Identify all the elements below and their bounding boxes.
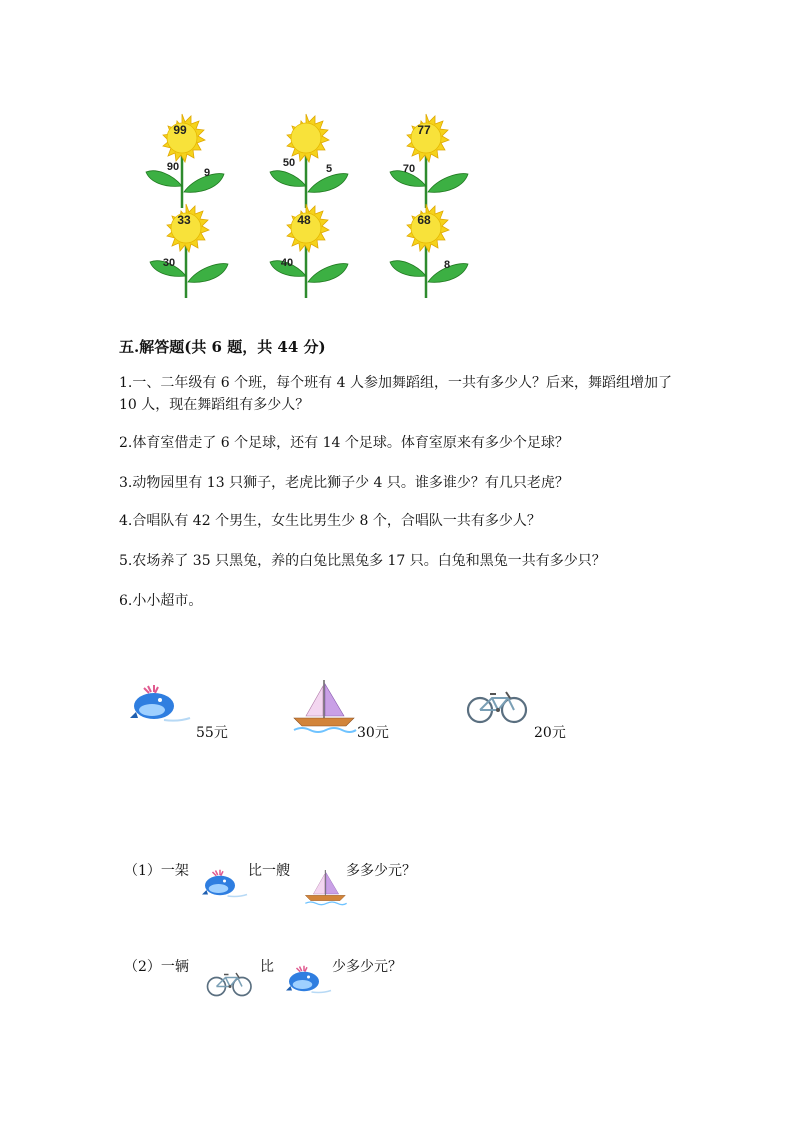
flower-left-leaf-number: 40 xyxy=(280,257,294,269)
flower-3 xyxy=(386,110,486,210)
flower-right-leaf-number: 5 xyxy=(325,163,333,175)
flower-5 xyxy=(266,200,366,300)
flower-left-leaf-number: 50 xyxy=(282,157,296,169)
subq1-sailboat xyxy=(304,868,348,912)
flower-center-number: 48 xyxy=(297,213,311,227)
flower-left-leaf-number: 90 xyxy=(166,161,180,173)
question-5: 5.农场养了 35 只黑兔，养的白兔比黑兔多 17 只。白兔和黑兔一共有多少只？ xyxy=(119,553,606,569)
shop-item-bicycle xyxy=(466,688,530,732)
subq2-whale xyxy=(286,962,334,1008)
question-1: 1.一、二年级有 6 个班，每个班有 4 人参加舞蹈组，一共有多少人？后来，舞蹈组增加了 10 人，现在舞蹈组有多少人？ xyxy=(119,375,672,413)
bicycle-icon xyxy=(466,688,530,728)
subq1-part2: 比一艘 xyxy=(248,863,290,879)
subq1-whale xyxy=(202,866,250,912)
whale-icon xyxy=(286,962,334,1004)
subq2-part1: （2）一辆 xyxy=(124,959,189,975)
whale-price: 55元 xyxy=(196,725,228,741)
flower-left-leaf-number: 30 xyxy=(162,257,176,269)
flower-center-number: 33 xyxy=(177,213,191,227)
shop-item-whale xyxy=(130,680,194,740)
sailboat-icon xyxy=(304,868,348,908)
subq2-bicycle xyxy=(206,970,254,1004)
subq2-part2: 比 xyxy=(260,959,274,975)
flower-center-number: 99 xyxy=(173,123,187,137)
section-title: 五.解答题(共 6 题，共 44 分) xyxy=(119,338,326,356)
whale-icon xyxy=(202,866,250,908)
subq1-part1: （1）一架 xyxy=(124,863,189,879)
whale-icon xyxy=(130,680,194,736)
flower-4 xyxy=(146,200,246,300)
subq1-part3: 多多少元？ xyxy=(346,863,416,879)
flower-right-leaf-number: 9 xyxy=(203,167,211,179)
subq2-part3: 少多少元？ xyxy=(332,959,402,975)
flower-center-number: 77 xyxy=(417,123,431,137)
sailboat-price: 30元 xyxy=(357,725,389,741)
flower-left-leaf-number: 70 xyxy=(402,163,416,175)
shop-item-sailboat xyxy=(292,678,358,740)
sailboat-icon xyxy=(292,678,358,736)
bicycle-icon xyxy=(206,970,254,1000)
question-4: 4.合唱队有 42 个男生，女生比男生少 8 个，合唱队一共有多少人？ xyxy=(119,513,541,529)
flower-1 xyxy=(142,110,242,210)
flower-6 xyxy=(386,200,486,300)
bicycle-price: 20元 xyxy=(534,725,566,741)
flower-2 xyxy=(266,110,366,210)
flower-right-leaf-number: 8 xyxy=(443,259,451,271)
flower-center-number: 68 xyxy=(417,213,431,227)
question-3: 3.动物园里有 13 只狮子，老虎比狮子少 4 只。谁多谁少？有几只老虎？ xyxy=(119,475,569,491)
question-2: 2.体育室借走了 6 个足球，还有 14 个足球。体育室原来有多少个足球？ xyxy=(119,435,569,451)
question-6: 6.小小超市。 xyxy=(119,593,203,609)
